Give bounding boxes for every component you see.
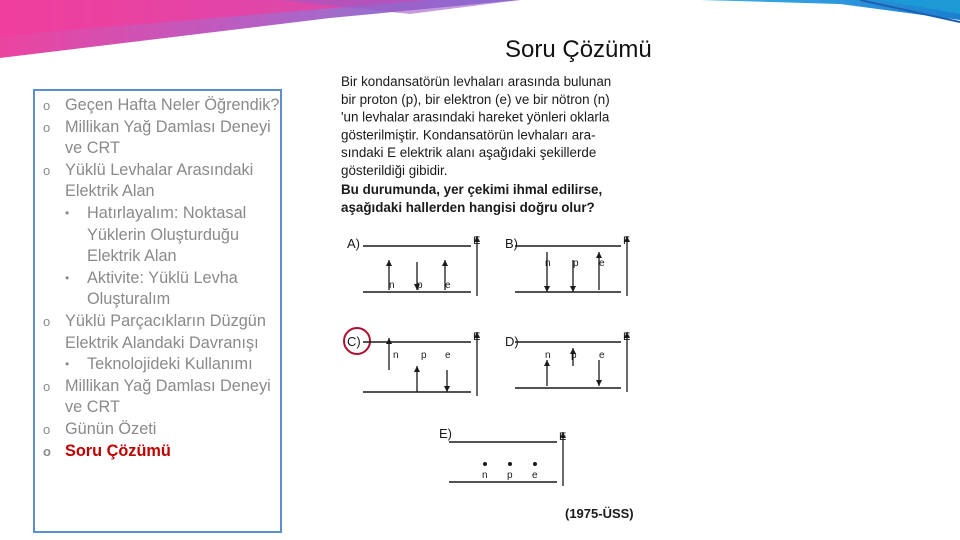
outline-item-text: Yüklü Parçacıkların Düzgün Elektrik Alandaki Davranışı: [65, 311, 266, 352]
field-label: E: [473, 331, 481, 343]
bullet-marker: o: [43, 119, 51, 135]
option-label: E): [439, 426, 452, 441]
problem-line: sındaki E elektrik alanı aşağıdaki şekillerde: [341, 145, 597, 161]
particle-dot: [483, 462, 487, 466]
outline-item: [39, 376, 280, 419]
option-label: D): [505, 334, 519, 349]
problem-line: 'un levhalar arasındaki hareket yönleri oklarla: [341, 109, 610, 125]
bullet-marker: •: [65, 270, 70, 285]
option-label: C): [347, 334, 361, 349]
particle-label: n: [389, 280, 395, 291]
outline-item: [39, 268, 280, 311]
field-label: E: [623, 331, 631, 343]
outline-item-text: Millikan Yağ Damlası Deneyi ve CRT: [65, 376, 271, 417]
outline-item: [39, 160, 280, 203]
arrow-head: [386, 338, 392, 344]
arrow-head: [544, 286, 550, 292]
bullet-marker: o: [43, 378, 51, 394]
outline-item: [39, 354, 280, 376]
bullet-marker: •: [65, 357, 70, 372]
problem-line: Bir kondansatörün levhaları arasında bulunan: [341, 74, 612, 89]
bullet-marker: o: [43, 162, 51, 178]
outline-item: [39, 117, 280, 160]
outline-item: [39, 311, 280, 354]
particle-dot: [533, 462, 537, 466]
option-e: [439, 426, 566, 486]
bullet-marker: o: [43, 98, 51, 113]
option-label: B): [505, 236, 518, 251]
particle-label: p: [417, 280, 423, 291]
particle-label: n: [482, 470, 488, 481]
outline-item-text: Yüklü Levhalar Arasındaki Elektrik Alan: [65, 160, 254, 201]
field-label: F: [623, 235, 630, 247]
outline-item: [39, 95, 280, 117]
particle-label: n: [545, 350, 551, 361]
problem-line: gösterildiği gibidir.: [341, 163, 448, 178]
decorative-banner: [0, 0, 960, 80]
outline-item-text: Geçen Hafta Neler Öğrendik?: [65, 96, 280, 114]
particle-label: n: [545, 258, 551, 269]
arrow-head: [414, 366, 420, 372]
field-label: E: [559, 431, 567, 443]
slide-title: Soru Çözümü: [505, 36, 652, 63]
arrow-head: [596, 380, 602, 386]
outline-item: [39, 419, 280, 441]
option-d: [505, 331, 630, 392]
problem-line: gösterilmiştir. Kondansatörün levhaları ara-: [341, 127, 596, 143]
outline-item: [39, 203, 280, 268]
particle-label: e: [445, 280, 451, 291]
particle-label: p: [421, 350, 427, 361]
physics-problem: [337, 70, 657, 530]
bullet-marker: o: [43, 313, 51, 329]
outline-item-text: Hatırlayalım: Noktasal Yüklerin Oluşturduğu Elektrik Alan: [87, 203, 247, 266]
particle-label: n: [393, 350, 399, 361]
outline-list: [35, 91, 280, 462]
option-c: [344, 328, 480, 396]
outline-item-text: Soru Çözümü: [65, 441, 171, 460]
arrow-head: [386, 260, 392, 266]
outline-panel: [33, 89, 282, 533]
particle-label: e: [532, 470, 538, 481]
field-label: E: [473, 235, 481, 247]
problem-image: [337, 70, 657, 530]
outline-item-text: Teknolojideki Kullanımı: [87, 355, 253, 374]
particle-label: p: [573, 258, 579, 269]
bullet-marker: o: [43, 443, 51, 459]
particle-dot: [508, 462, 512, 466]
arrow-head: [570, 286, 576, 292]
bullet-marker: •: [65, 205, 70, 220]
outline-item-text: Günün Özeti: [65, 419, 157, 438]
outline-item: [39, 441, 280, 463]
question-line: Bu durumunda, yer çekimi ihmal edilirse,: [341, 182, 603, 197]
arrow-head: [444, 386, 450, 392]
outline-item-text: Aktivite: Yüklü Levha Oluşturalım: [87, 268, 238, 309]
particle-label: p: [571, 350, 577, 361]
particle-label: e: [599, 258, 605, 269]
option-b: [505, 235, 630, 296]
arrow-head: [442, 260, 448, 266]
option-label: A): [347, 236, 360, 251]
bullet-marker: o: [43, 421, 51, 437]
question-line: aşağıdaki hallerden hangisi doğru olur?: [341, 199, 595, 215]
source-label: (1975-ÜSS): [565, 506, 634, 521]
particle-label: e: [445, 350, 451, 361]
outline-item-text: Millikan Yağ Damlası Deneyi ve CRT: [65, 117, 271, 158]
option-a: [347, 235, 480, 296]
particle-label: p: [507, 470, 513, 481]
particle-label: e: [599, 350, 605, 361]
problem-line: bir proton (p), bir elektron (e) ve bir nötron (n): [341, 91, 610, 107]
